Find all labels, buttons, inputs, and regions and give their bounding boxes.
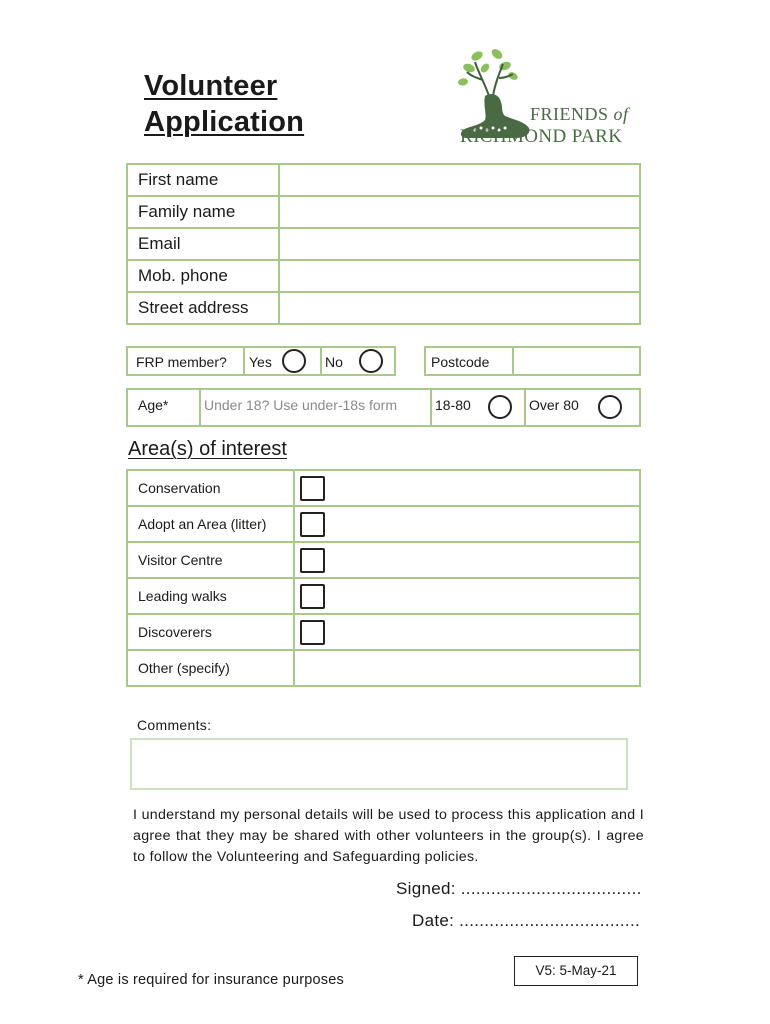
- title-line-2: Application: [144, 106, 305, 138]
- table-row: [127, 228, 640, 260]
- email-label: Email: [127, 228, 279, 260]
- age-18-80-radio[interactable]: [488, 395, 512, 419]
- street-address-field[interactable]: [279, 292, 640, 324]
- divider: [524, 388, 526, 427]
- frp-member-label: FRP member?: [136, 354, 227, 370]
- first-name-label: First name: [127, 164, 279, 196]
- street-address-label: Street address: [127, 292, 279, 324]
- interest-discoverers-label: Discoverers: [127, 614, 294, 650]
- version-badge: V5: 5-May-21: [514, 956, 638, 986]
- interest-visitor-centre-checkbox[interactable]: [300, 548, 325, 573]
- divider: [512, 346, 514, 376]
- logo-text-richmond-park: RICHMOND PARK: [460, 126, 623, 147]
- family-name-label: Family name: [127, 196, 279, 228]
- postcode-label: Postcode: [431, 354, 490, 370]
- areas-of-interest-table: [126, 469, 641, 687]
- table-row: [127, 650, 640, 686]
- mobile-phone-label: Mob. phone: [127, 260, 279, 292]
- interest-other-label: Other (specify): [127, 650, 294, 686]
- areas-of-interest-heading: Area(s) of interest: [128, 438, 287, 460]
- interest-leading-walks-label: Leading walks: [127, 578, 294, 614]
- divider: [430, 388, 432, 427]
- age-over-80-radio[interactable]: [598, 395, 622, 419]
- divider: [199, 388, 201, 427]
- table-row: [127, 506, 640, 542]
- title-line-1: Volunteer: [144, 70, 278, 102]
- logo-text-friends: FRIENDS of: [530, 104, 629, 124]
- interest-discoverers-checkbox[interactable]: [300, 620, 325, 645]
- age-18-80-label: 18-80: [435, 397, 471, 413]
- consent-statement: I understand my personal details will be used to process this application and I agree that they may be shared with other volunteers in the group(s). I agree to follow the Volunteering and Safeguarding policies.: [133, 807, 644, 865]
- frp-no-label: No: [325, 354, 343, 370]
- interest-conservation-label: Conservation: [127, 470, 294, 506]
- interest-adopt-an-area-checkbox[interactable]: [300, 512, 325, 537]
- table-row: [127, 260, 640, 292]
- first-name-field[interactable]: [279, 164, 640, 196]
- table-row: [127, 542, 640, 578]
- email-field[interactable]: [279, 228, 640, 260]
- age-label: Age*: [138, 397, 169, 413]
- age-over-80-label: Over 80: [529, 397, 579, 413]
- page-title: [144, 68, 304, 140]
- frp-yes-radio[interactable]: [282, 349, 306, 373]
- family-name-field[interactable]: [279, 196, 640, 228]
- table-row: [127, 196, 640, 228]
- interest-adopt-an-area-label: Adopt an Area (litter): [127, 506, 294, 542]
- table-row: [127, 292, 640, 324]
- comments-field[interactable]: [130, 738, 628, 790]
- divider: [320, 346, 322, 376]
- date-line[interactable]: Date: ....................................: [412, 911, 640, 930]
- frp-yes-label: Yes: [249, 354, 272, 370]
- table-row: [127, 164, 640, 196]
- interest-other-field[interactable]: [294, 650, 640, 686]
- mobile-phone-field[interactable]: [279, 260, 640, 292]
- interest-conservation-checkbox[interactable]: [300, 476, 325, 501]
- table-row: [127, 614, 640, 650]
- comments-label: Comments:: [137, 717, 212, 733]
- interest-visitor-centre-label: Visitor Centre: [127, 542, 294, 578]
- divider: [243, 346, 245, 376]
- table-row: [127, 470, 640, 506]
- signed-line[interactable]: Signed: ....................................: [396, 879, 642, 898]
- table-row: [127, 578, 640, 614]
- personal-details-table: [126, 163, 641, 325]
- frp-no-radio[interactable]: [359, 349, 383, 373]
- interest-leading-walks-checkbox[interactable]: [300, 584, 325, 609]
- age-footnote: * Age is required for insurance purposes: [78, 972, 344, 988]
- under-18-hint: Under 18? Use under-18s form: [204, 397, 397, 413]
- postcode-field[interactable]: [516, 348, 639, 374]
